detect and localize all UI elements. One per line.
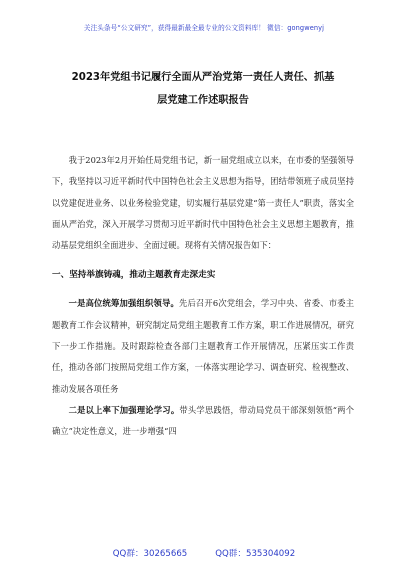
title-line-1: 2023年党组书记履行全面从严治党第一责任人责任、抓基	[71, 72, 335, 83]
section-1-heading: 一、坚持举旗铸魂，推动主题教育走深走实	[52, 270, 216, 281]
title-line-2: 层党建工作述职报告	[157, 95, 249, 106]
footer-contact	[0, 547, 408, 559]
paragraph-2-lead: 二是以上率下加强理论学习。	[68, 404, 180, 415]
header-banner: 关注头条号“公文研究”，获得最新最全最专业的公文资料库！ 微信：gongwenyj	[83, 24, 325, 32]
paragraph-2-text: 带头学思践悟，带动局党员干部深刻领悟“两个确立”决定性意义，进一步增强“四	[52, 404, 354, 437]
paragraph-1-text: 先后召开6次党组会，学习中央、省委、市委主题教育工作会议精神，研究制定局党组主题教育工作方案，职工作进展情况，研究下一步工作措施。及时跟踪检查各部门主题教育工作开展情况，压紧压实工作责任，推动各部门按照局党组工作方案，一体落实理论学习、调查研究、检视整改、推动发展各项任务	[52, 298, 354, 394]
paragraph-2	[52, 400, 354, 443]
paragraph-1	[52, 293, 354, 399]
qq-group-1: QQ群：30265665	[112, 549, 188, 559]
paragraph-1-lead: 一是高位统筹加强组织领导。	[68, 298, 179, 309]
qq-group-2: QQ群：535304092	[215, 549, 296, 559]
document-body	[52, 66, 354, 443]
intro-paragraph: 我于2023年2月开始任局党组书记，新一届党组成立以来，在市委的坚强领导下，我坚持以习近平新时代中国特色社会主义思想为指导，团结带领班子成员坚持以党建促进业务、以业务检验党建，切实履行基层党建“第一责任人”职责，落实全面从严治党，深入开展学习贯彻习近平新时代中国特色社会主义思想主题教育，推动基层党组织全面进步、全面过硬。现将有关情况报告如下：	[52, 155, 354, 251]
document-title	[52, 66, 354, 112]
